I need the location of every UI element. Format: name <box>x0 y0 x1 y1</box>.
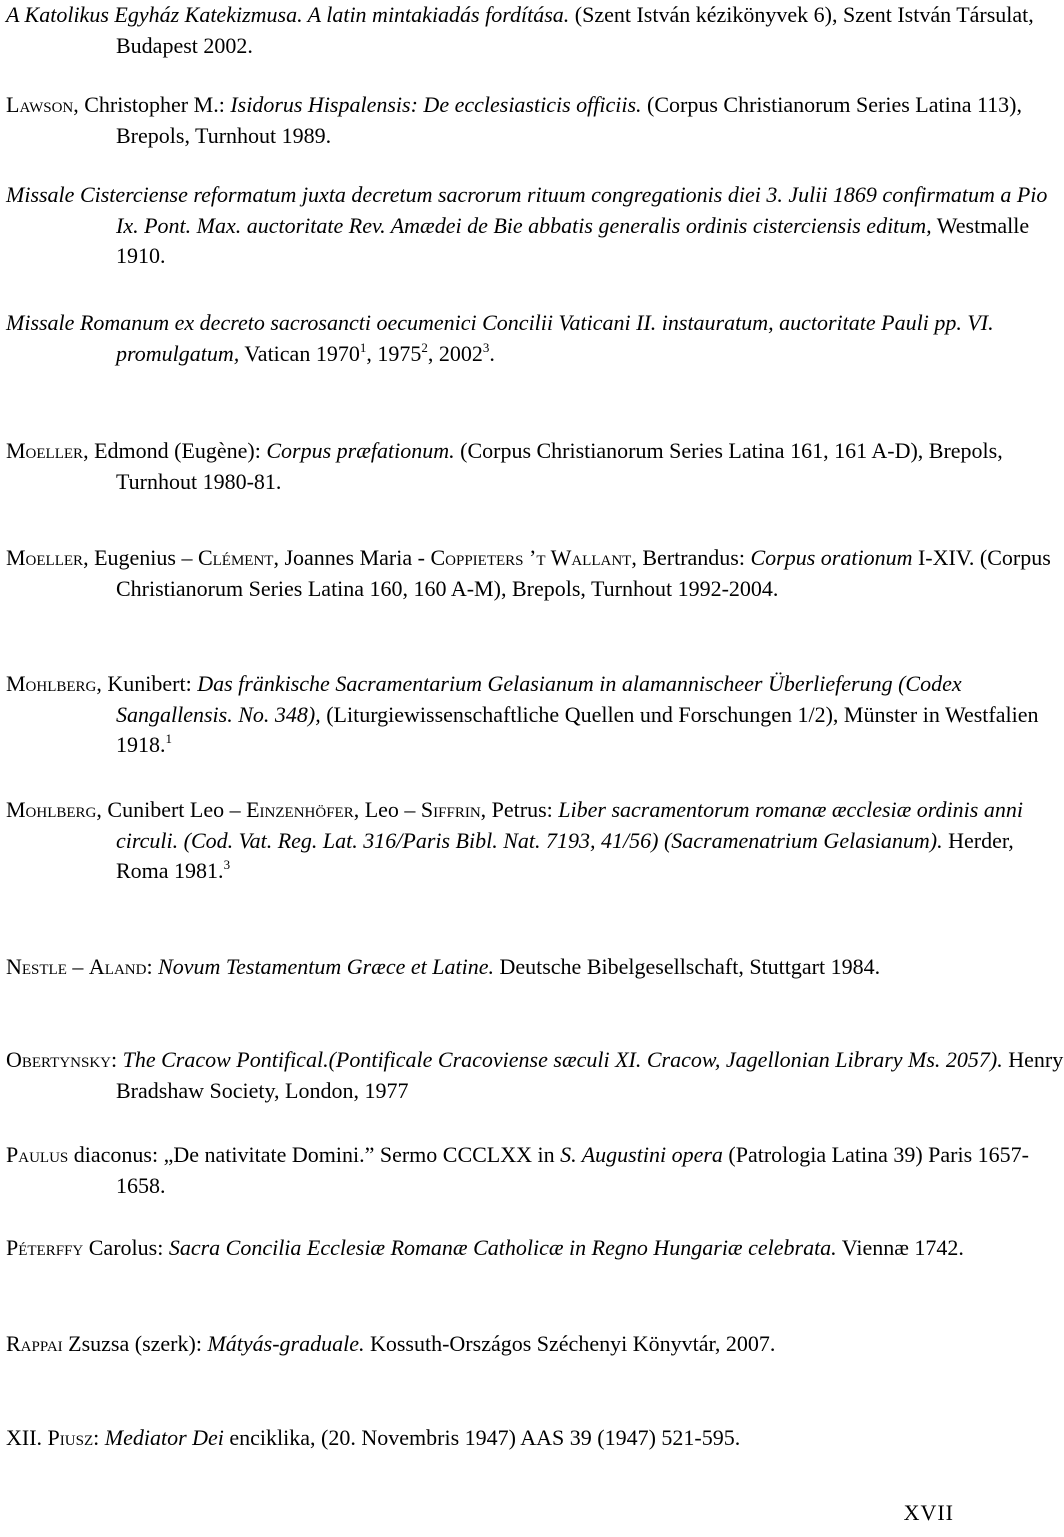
entry-title: S. Augustini opera <box>560 1142 723 1167</box>
entry-author: Lawson <box>6 92 74 117</box>
bibliography-entry <box>6 180 1064 272</box>
entry-title: Missale Cisterciense reformatum juxta decretum sacrorum rituum congregationis diei 3. Julii 1869 confirmatum a Pio Ix. Pont. Max. auctoritate Rev. Amædei de Bie abbatis generalis ordinis cisterciensis editum, <box>6 182 1048 238</box>
footnote-marker: 3 <box>482 339 490 355</box>
entry-text: diaconus: „De nativitate Domini.” Sermo CCCLXX in <box>68 1142 561 1167</box>
entry-author: Aland <box>88 954 147 979</box>
entry-text: , Petrus: <box>480 797 559 822</box>
entry-text: , Leo – <box>353 797 421 822</box>
entry-text: (Szent István kézikönyvek 6), Szent István Társulat, Budapest 2002. <box>116 2 1034 58</box>
footnote-marker: 1 <box>359 339 367 355</box>
entry-text: : <box>111 1047 123 1072</box>
entry-text: , Kunibert: <box>96 671 198 696</box>
entry-text: (Corpus Christianorum Series Latina 161, 161 A-D), Brepols, Turnhout 1980-81. <box>116 438 1003 494</box>
entry-text: Deutsche Bibelgesellschaft, Stuttgart 1984. <box>493 954 881 979</box>
footnote-marker: 1 <box>165 731 172 746</box>
entry-title: Liber sacramentorum romanæ æcclesiæ ordinis anni circuli. (Cod. Vat. Reg. Lat. 316/Paris Bibl. Nat. 7193, 41/56) (Sacramenatrium Gelasianum). <box>116 797 1023 853</box>
entry-text: Viennæ 1742. <box>836 1235 964 1260</box>
entry-text: , Cunibert Leo – <box>96 797 247 822</box>
entry-author: Péterffy <box>6 1235 84 1260</box>
bibliography-entry <box>6 1329 1064 1360</box>
entry-text: , Bertrandus: <box>631 545 751 570</box>
entry-title: A Katolikus Egyház Katekizmusa. A latin mintakiadás fordítása. <box>6 2 570 27</box>
entry-text: , Edmond (Eugène): <box>83 438 267 463</box>
entry-text: Henry Bradshaw Society, London, 1977 <box>116 1047 1064 1103</box>
entry-text: – <box>66 954 89 979</box>
entry-title: Mediator Dei <box>104 1425 224 1450</box>
entry-text: Vatican 1970 <box>239 340 360 366</box>
entry-author: Coppieters ’t Wallant <box>430 545 632 570</box>
entry-text: , 2002 <box>427 340 483 366</box>
bibliography-entry <box>6 1045 1064 1106</box>
entry-text: I-XIV. (Corpus Christianorum Series Latina 160, 160 A-M), Brepols, Turnhout 1992-2004. <box>116 545 1051 601</box>
entry-text: . <box>489 340 495 366</box>
bibliography-entry <box>6 952 1064 983</box>
entry-author: Mohlberg <box>6 797 97 822</box>
bibliography-entry <box>6 90 1064 151</box>
entry-title: Corpus orationum <box>750 545 913 570</box>
entry-text: , Joannes Maria - <box>273 545 431 570</box>
entry-title: Das fränkische Sacramentarium Gelasianum in alamannischeer Überlieferung (Codex Sangallensis. No. 348), <box>116 671 962 727</box>
entry-title: Novum Testamentum Græce et Latine. <box>158 954 494 979</box>
entry-text: XII. <box>6 1425 48 1450</box>
entry-title: Missale Romanum ex decreto sacrosancti oecumenici Concilii Vaticani II. instauratum, auctoritate Pauli pp. VI. promulgatum, <box>6 310 994 366</box>
entry-author: Nestle <box>6 954 67 979</box>
entry-author: Rappai <box>6 1331 63 1356</box>
bibliography-entry <box>6 1140 1064 1201</box>
entry-text: (Corpus Christianorum Series Latina 113), Brepols, Turnhout 1989. <box>116 92 1023 148</box>
entry-text: , Christopher M.: <box>73 92 231 117</box>
entry-author: Mohlberg <box>6 671 97 696</box>
bibliography-entry <box>6 543 1064 604</box>
entry-author: Moeller <box>6 545 84 570</box>
entry-title: Isidorus Hispalensis: De ecclesiasticis officiis. <box>230 92 642 117</box>
footnote-marker: 3 <box>223 857 231 872</box>
bibliography-entry <box>6 1423 1064 1454</box>
bibliography-entry <box>6 308 1064 369</box>
entry-text: (Liturgiewissenschaftliche Quellen und Forschungen 1/2), Münster in Westfalien 1918. <box>116 701 1039 757</box>
bibliography-entry <box>6 795 1064 887</box>
bibliography-entry <box>6 1233 1064 1264</box>
bibliography-entry <box>6 436 1064 497</box>
entry-text: Zsuzsa (szerk): <box>62 1331 208 1356</box>
entry-text: : <box>93 1425 105 1450</box>
entry-text: Carolus: <box>83 1235 169 1260</box>
entry-author: Obertynsky <box>6 1047 111 1072</box>
entry-text: Westmalle 1910. <box>116 212 1030 268</box>
entry-title: Sacra Concilia Ecclesiæ Romanæ Catholicæ in Regno Hungariæ celebrata. <box>168 1235 837 1260</box>
page-number: XVII <box>903 1500 954 1525</box>
bibliography-entry <box>6 669 1064 761</box>
entry-text: , Eugenius – <box>83 545 198 570</box>
entry-title: The Cracow Pontifical.(Pontificale Cracoviense sæculi XI. Cracow, Jagellonian Library Ms. 2057). <box>122 1047 1003 1072</box>
entry-author: Moeller <box>6 438 84 463</box>
entry-title: Mátyás-graduale. <box>207 1331 365 1356</box>
entry-author: Clément <box>197 545 274 570</box>
entry-text: , 1975 <box>366 340 422 366</box>
entry-author: Piusz <box>47 1425 94 1450</box>
entry-text: Kossuth-Országos Széchenyi Könyvtár, 2007. <box>364 1331 776 1356</box>
entry-author: Einzenhöfer <box>246 797 354 822</box>
bibliography-entry <box>6 0 1064 61</box>
entry-title: Corpus præfationum. <box>266 438 455 463</box>
entry-text: Herder, Roma 1981. <box>116 827 1014 883</box>
entry-text: : <box>146 954 159 979</box>
entry-text: enciklika, (20. Novembris 1947) AAS 39 (1947) 521-595. <box>223 1425 741 1450</box>
entry-text: (Patrologia Latina 39) Paris 1657-1658. <box>116 1142 1029 1198</box>
entry-author: Siffrin <box>420 797 481 822</box>
footnote-marker: 2 <box>421 339 428 355</box>
entry-author: Paulus <box>6 1142 69 1167</box>
